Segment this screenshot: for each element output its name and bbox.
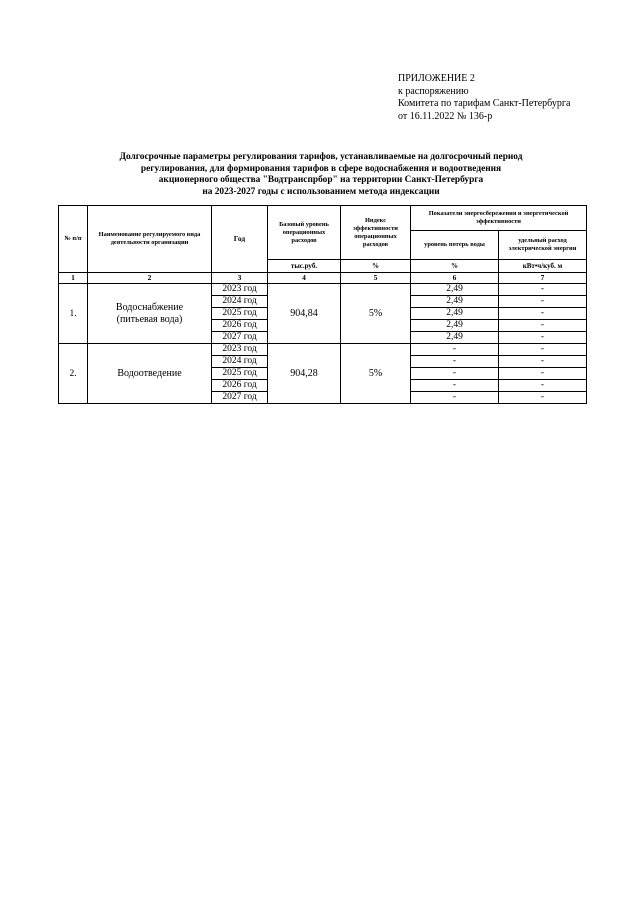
water-loss-cell: 2,49 <box>411 284 499 296</box>
year-cell: 2027 год <box>212 392 268 404</box>
col-number: 4 <box>268 273 341 284</box>
header-base: Базовый уровень операционных расходов <box>268 206 341 260</box>
year-cell: 2024 год <box>212 356 268 368</box>
water-loss-cell: - <box>411 344 499 356</box>
row-num: 1. <box>59 284 88 344</box>
year-cell: 2026 год <box>212 380 268 392</box>
unit-specific: кВт•ч/куб. м <box>499 260 587 273</box>
appendix-block <box>398 73 570 123</box>
col-number: 3 <box>212 273 268 284</box>
water-loss-cell: 2,49 <box>411 332 499 344</box>
year-cell: 2027 год <box>212 332 268 344</box>
activity-name <box>88 284 212 344</box>
header-row-1 <box>59 206 587 231</box>
year-cell: 2025 год <box>212 308 268 320</box>
specific-cell: - <box>499 368 587 380</box>
water-loss-cell: 2,49 <box>411 296 499 308</box>
appendix-line-2: к распоряжению <box>398 85 469 97</box>
parameters-table <box>58 205 587 404</box>
header-year: Год <box>212 206 268 273</box>
specific-cell: - <box>499 356 587 368</box>
title-line-1: Долгосрочные параметры регулирования тарифов, устанавливаемые на долгосрочный период <box>119 152 523 162</box>
title-line-4: на 2023-2027 годы с использованием метода индексации <box>202 186 440 197</box>
appendix-line-1: ПРИЛОЖЕНИЕ 2 <box>398 73 475 84</box>
efficiency-index: 5% <box>341 344 411 404</box>
appendix-line-4: от 16.11.2022 № 136-р <box>398 110 493 122</box>
table-row <box>59 344 587 356</box>
activity-name-line-1: Водоснабжение <box>115 301 184 313</box>
year-cell: 2023 год <box>212 284 268 296</box>
specific-cell: - <box>499 392 587 404</box>
header-energy-group: Показатели энергосбережения и энергетической эффективности <box>411 206 587 231</box>
specific-cell: - <box>499 344 587 356</box>
base-cost: 904,28 <box>268 344 341 404</box>
year-cell: 2025 год <box>212 368 268 380</box>
water-loss-cell: - <box>411 368 499 380</box>
document-title <box>84 152 558 198</box>
col-number: 1 <box>59 273 88 284</box>
column-number-row <box>59 273 587 284</box>
year-cell: 2026 год <box>212 320 268 332</box>
header-index: Индекс эффективности операционных расходов <box>341 206 411 260</box>
header-num: № п/п <box>59 206 88 273</box>
activity-name-line-2: (питьевая вода) <box>116 313 183 325</box>
activity-name-line-1: Водоотведение <box>117 367 182 379</box>
header-water-loss: уровень потерь воды <box>411 231 499 260</box>
year-cell: 2023 год <box>212 344 268 356</box>
col-number: 2 <box>88 273 212 284</box>
water-loss-cell: 2,49 <box>411 320 499 332</box>
year-cell: 2024 год <box>212 296 268 308</box>
table-row <box>59 284 587 296</box>
unit-water-loss: % <box>411 260 499 273</box>
unit-base: тыс.руб. <box>268 260 341 273</box>
water-loss-cell: - <box>411 356 499 368</box>
specific-cell: - <box>499 296 587 308</box>
specific-cell: - <box>499 332 587 344</box>
efficiency-index: 5% <box>341 284 411 344</box>
appendix-line-3: Комитета по тарифам Санкт-Петербурга <box>398 98 571 109</box>
water-loss-cell: 2,49 <box>411 308 499 320</box>
col-number: 5 <box>341 273 411 284</box>
col-number: 6 <box>411 273 499 284</box>
specific-cell: - <box>499 380 587 392</box>
col-number: 7 <box>499 273 587 284</box>
specific-cell: - <box>499 284 587 296</box>
header-activity: Наименование регулируемого вида деятельности организации <box>88 206 212 273</box>
water-loss-cell: - <box>411 380 499 392</box>
title-line-3: акционерного общества "Водтранспрбор" на территории Санкт-Петербурга <box>158 175 484 185</box>
specific-cell: - <box>499 320 587 332</box>
water-loss-cell: - <box>411 392 499 404</box>
header-specific: удельный расход электрической энергии <box>499 231 587 260</box>
unit-index: % <box>341 260 411 273</box>
row-num: 2. <box>59 344 88 404</box>
title-line-2: регулирования, для формирования тарифов в сфере водоснабжения и водоотведения <box>140 163 502 174</box>
specific-cell: - <box>499 308 587 320</box>
base-cost: 904,84 <box>268 284 341 344</box>
activity-name <box>88 344 212 404</box>
